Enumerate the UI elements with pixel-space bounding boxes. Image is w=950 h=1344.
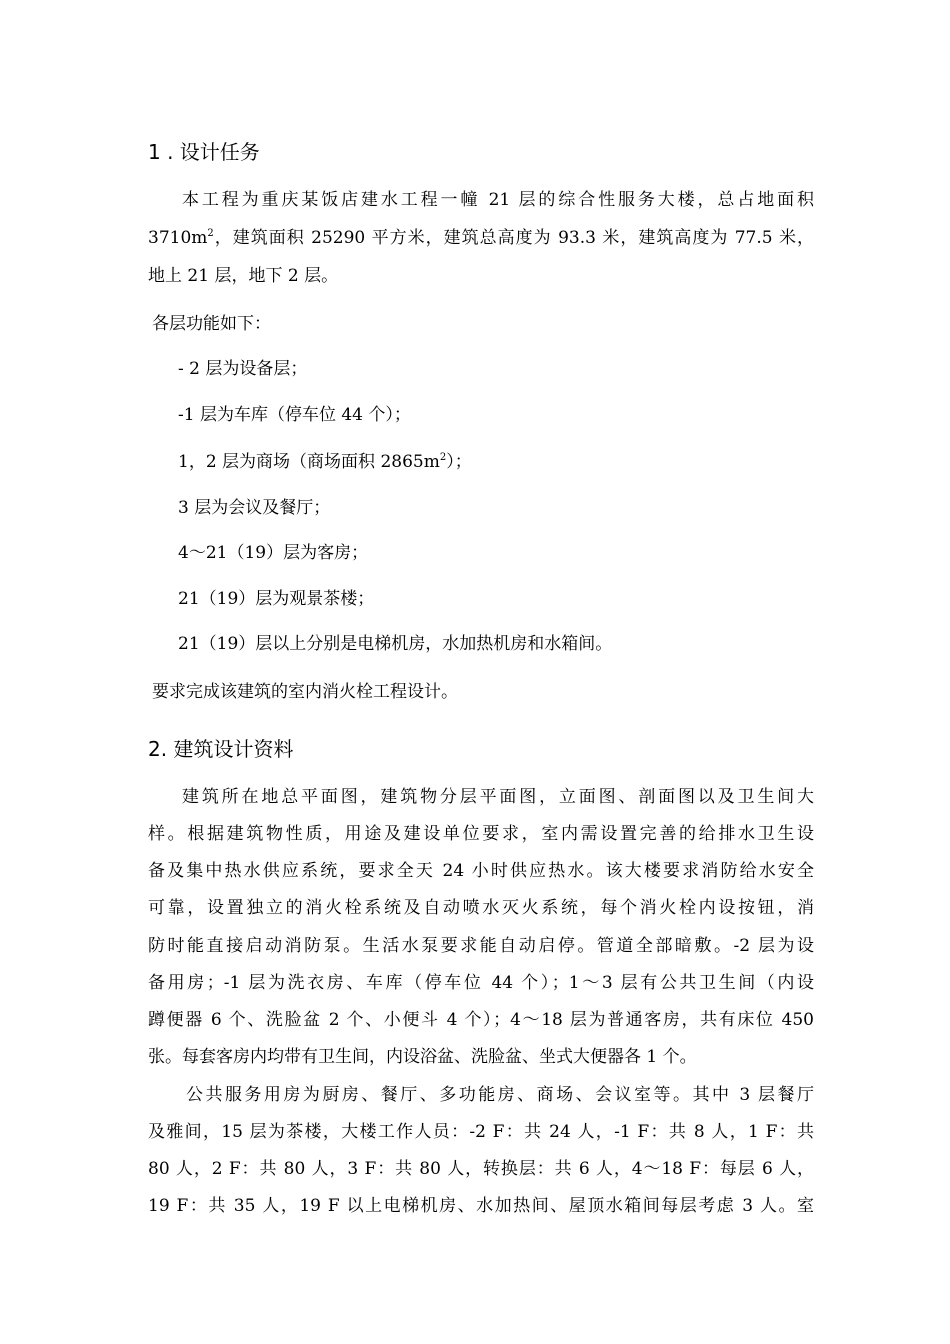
paragraph-line: 公共服务用房为厨房、餐厅、多功能房、商场、会议室等。其中 3 层餐厅 <box>186 1085 814 1105</box>
section-1-heading: 1 . 设计任务 <box>148 140 260 164</box>
paragraph-line: 可靠，设置独立的消火栓系统及自动喷水灭火系统，每个消火栓内设按钮，消 <box>148 898 814 918</box>
paragraph-line: 备及集中热水供应系统，要求全天 24 小时供应热水。该大楼要求消防给水安全 <box>148 861 814 881</box>
paragraph-line: 防时能直接启动消防泵。生活水泵要求能自动启停。管道全部暗敷。-2 层为设 <box>148 936 814 956</box>
floor-item: - 2 层为设备层； <box>178 359 308 379</box>
floor-item: 21（19）层为观景茶楼； <box>178 589 375 609</box>
section-2-heading: 2. 建筑设计资料 <box>148 737 294 761</box>
intro-line-3: 地上 21 层，地下 2 层。 <box>148 266 339 286</box>
paragraph-line: 及雅间，15 层为茶楼，大楼工作人员：-2 F：共 24 人，-1 F：共 8 人，1 F：共 <box>148 1122 814 1142</box>
floors-title: 各层功能如下： <box>152 314 271 334</box>
floor-item: 1，2 层为商场（商场面积 $2865m^2$）； <box>178 452 472 472</box>
floor-item: -1 层为车库（停车位 44 个）； <box>178 405 411 425</box>
floor-item: 3 层为会议及餐厅； <box>178 498 331 518</box>
floor-item: 21（19）层以上分别是电梯机房，水加热机房和水箱间。 <box>178 634 613 654</box>
intro-line-2: $3710m^2$，建筑面积 25290 平方米，建筑总高度为 93.3 米，建筑高度为 77.5 米， <box>148 228 814 248</box>
intro-line-1: 本工程为重庆某饭店建水工程一幢 21 层的综合性服务大楼，总占地面积 <box>182 190 814 210</box>
paragraph-line: 备用房；-1 层为洗衣房、车库（停车位 44 个）；1～3 层有公共卫生间（内设 <box>148 973 814 993</box>
paragraph-line: 样。根据建筑物性质，用途及建设单位要求，室内需设置完善的给排水卫生设 <box>148 824 814 844</box>
paragraph-line: 建筑所在地总平面图，建筑物分层平面图，立面图、剖面图以及卫生间大 <box>182 787 814 807</box>
floor-item: 4～21（19）层为客房； <box>178 543 369 563</box>
paragraph-line: 19 F：共 35 人，19 F 以上电梯机房、水加热间、屋顶水箱间每层考虑 3 人。室 <box>148 1196 814 1216</box>
paragraph-line: 80 人，2 F：共 80 人，3 F：共 80 人，转换层：共 6 人，4～18 F：每层 6 人， <box>148 1159 814 1179</box>
paragraph-line: 蹲便器 6 个、洗脸盆 2 个、小便斗 4 个）；4～18 层为普通客房，共有床位 450 <box>148 1010 814 1030</box>
paragraph-line: 张。每套客房内均带有卫生间，内设浴盆、洗脸盆、坐式大便器各 1 个。 <box>148 1047 697 1067</box>
requirement-text: 要求完成该建筑的室内消火栓工程设计。 <box>152 682 458 702</box>
